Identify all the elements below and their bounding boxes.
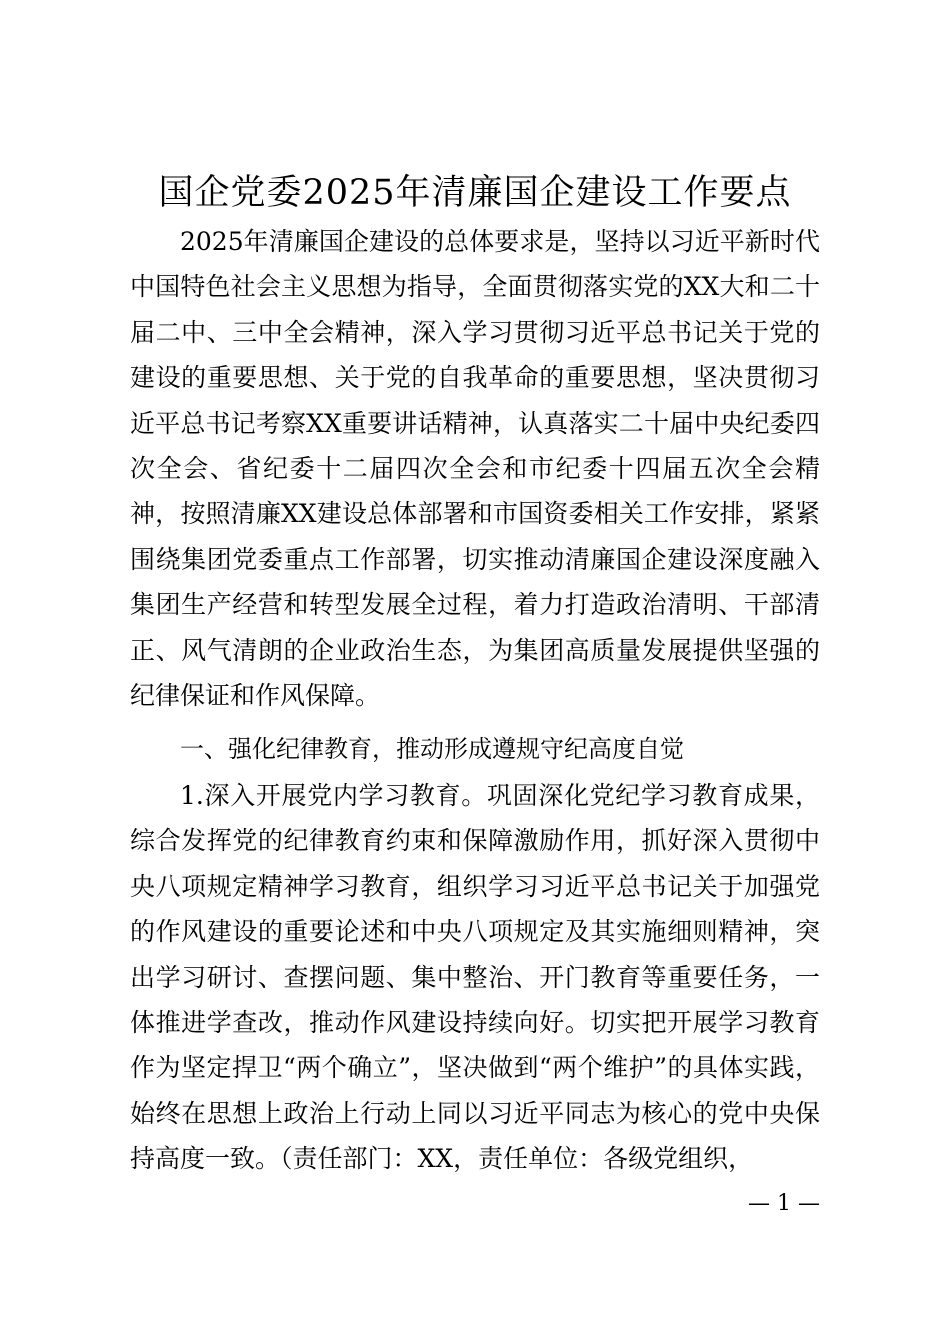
intro-paragraph: 2025年清廉国企建设的总体要求是，坚持以习近平新时代中国特色社会主义思想为指导，全面贯彻落实党的XX大和二十届二中、三中全会精神，深入学习贯彻习近平总书记关于党的建设的重要思想、关于党的自我革命的重要思想，坚决贯彻习近平总书记考察XX重要讲话精神，认真落实二十届中央纪委四次全会、省纪委十二届四次全会和市纪委十四届五次全会精神，按照清廉XX建设总体部署和市国资委相关工作安排，紧紧围绕集团党委重点工作部署，切实推动清廉国企建设深度融入集团生产经营和转型发展全过程，着力打造政治清明、干部清正、风气清朗的企业政治生态，为集团高质量发展提供坚强的纪律保证和作风保障。 [130, 227, 820, 711]
page-number: — 1 — [748, 1191, 820, 1216]
document-title: 国企党委2025年清廉国企建设工作要点 [158, 173, 792, 213]
section-heading-1: 一、强化纪律教育，推动形成遵规守纪高度自觉 [180, 735, 684, 763]
item-paragraph-1: 1.深入开展党内学习教育。巩固深化党纪学习教育成果，综合发挥党的纪律教育约束和保障激励作用，抓好深入贯彻中央八项规定精神学习教育，组织学习习近平总书记关于加强党的作风建设的重要论述和中央八项规定及其实施细则精神，突出学习研讨、查摆问题、集中整治、开门教育等重要任务，一体推进学查改，推动作风建设持续向好。切实把开展学习教育作为坚定捍卫“两个确立”，坚决做到“两个维护”的具体实践，始终在思想上政治上行动上同以习近平同志为核心的党中央保持高度一致。（责任部门：XX，责任单位：各级党组织， [130, 781, 820, 1174]
